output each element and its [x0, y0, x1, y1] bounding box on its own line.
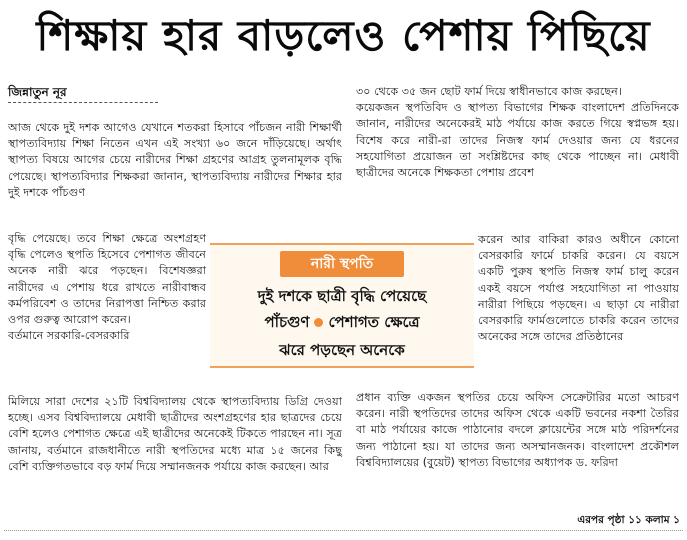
- pull-quote-fragment: পেশাগত ক্ষেত্রে: [328, 313, 420, 331]
- byline: জিন্নাতুন নূর: [8, 84, 158, 103]
- pull-quote-box: [210, 243, 474, 368]
- pull-quote-line: ঝরে পড়ছেন অনেকে: [279, 341, 405, 359]
- paragraph: বর্তমানে সরকারি-বেসরকারি: [8, 329, 130, 343]
- pull-quote-line: [214, 311, 470, 333]
- headline: শিক্ষায় হার বাড়লেও পেশায় পিছিয়ে: [36, 11, 651, 60]
- bullet-dot-icon: [314, 318, 323, 327]
- paragraph: মিলিয়ে সারা দেশের ২১টি বিশ্ববিদ্যালয় থেকে স্থাপত্যবিদ্যায় ডিগ্রি দেওয়া হচ্ছে। এসব বিশ্ববিদ্যালয়ে মেধাবী ছাত্রীদের অংশগ্রহণের হার ছাত্রদের চেয়ে বেশি হলেও পেশাগত ক্ষেত্রে এই ছাত্রীদের অনেকেই টিকতে পারছেন না। সূত্র জানায়, বর্তমানে রাজধানীতে নারী স্থপতিদের মধ্যে মাত্র ১৫ জনের কিছু বেশি ব্যক্তিগতভাবে বড় ফার্ম দিয়ে সম্মানজনক পর্যায়ে কাজ করছেন। আর: [8, 395, 342, 473]
- paragraph: ৩০ থেকে ৩৫ জন ছোট ফার্ম দিয়ে স্বাধীনভাবে কাজ করছেন।: [356, 85, 622, 98]
- article-column-right-middle: [478, 232, 679, 345]
- paragraph: বৃদ্ধি পেয়েছে। তবে শিক্ষা ক্ষেত্রে অংশগ্রহণ বৃদ্ধি পেলেও স্থপতি হিসেবে পেশাগত জীবনে অনেক নারী ঝরে পড়ছেন। বিশেষজ্ঞরা নারীদের এ পেশায় ধরে রাখতে নারীবান্ধব কর্মপরিবেশ ও তাদের নিরাপত্তা নিশ্চিত করার ওপর গুরুত্ব আরোপ করেন।: [8, 232, 206, 327]
- pull-quote-fragment: পাঁচগুণ: [264, 313, 310, 331]
- article-column-left-bottom: [8, 394, 342, 475]
- divider: [4, 530, 683, 531]
- article-column-left-middle: [8, 231, 206, 344]
- article-column-right-top: [356, 84, 679, 181]
- paragraph: করেন আর বাকিরা কারও অধীনে কোনো বেসরকারি ফার্মে চাকরি করেন। যে বয়সে একটি পুরুষ স্থপতি নিজস্ব ফার্ম চালু করেন একই বয়সে পর্যাপ্ত সহযোগিতা না পাওয়ায় নারীরা পিছিয়ে পড়ছেন। এ ছাড়া যে নারীরা বেসরকারি ফার্মগুলোতে চাকরি করেন তাদের অনেকের সঙ্গে তাদের প্রতিষ্ঠানের: [478, 233, 679, 344]
- paragraph: প্রধান ব্যক্তি একজন স্থপতির চেয়ে অফিস সেক্রেটারির মতো আচরণ করেন। নারী স্থপতিদের তাদের অফিস থেকে একটি ভবনের নকশা তৈরির বা মাঠ পর্যায়ের কাজে পাঠানোর বদলে ক্লায়েন্টের সঙ্গে মাঠ পরিদর্শনের জন্য পাঠানো হয়। যা তাদের জন্য অসম্মানজনক। বাংলাদেশ প্রকৌশল বিশ্ববিদ্যালয়ের (বুয়েট) স্থাপত্য বিভাগের অধ্যাপক ড. ফরিদা: [356, 391, 679, 469]
- article-column-left-top: [8, 120, 342, 201]
- pull-quote-label: নারী স্থপতি: [280, 251, 404, 277]
- article-column-right-bottom: [356, 390, 679, 471]
- paragraph: কয়েকজন স্থপতিবিদ ও স্থাপত্য বিভাগের শিক্ষক বাংলাদেশ প্রতিদিনকে জানান, নারীদের অনেকেরই মাঠ পর্যায়ে কাজ করতে গিয়ে স্বপ্নভঙ্গ হয়। বিশেষ করে নারী-রা তাদের নিজস্ব ফার্ম দেওয়ার জন্য যে ধরনের সহযোগিতা প্রয়োজন তা সংশ্লিষ্টদের কাছ থেকে পাচ্ছেন না। মেধাবী ছাত্রীদের অনেকে শিক্ষকতা পেশায় প্রবেশ: [356, 101, 679, 180]
- continuation-reference: এরপর পৃষ্ঠা ১১ কলাম ১: [577, 514, 680, 526]
- paragraph: আজ থেকে দুই দশক আগেও যেখানে শতকরা হিসাবে পাঁচজন নারী শিক্ষার্থী স্থাপত্যবিদ্যায় শিক্ষা নিতেন এখন এই সংখ্যা ৬০ জনে দাঁড়িয়েছে। অর্থাৎ স্থাপত্য বিষয়ে আগের চেয়ে নারীদের শিক্ষা গ্রহণের আগ্রহ তুলনামূলক বৃদ্ধি পেয়েছে। স্থাপত্যবিদ্যার শিক্ষকরা জানান, স্থাপত্যবিদ্যায় নারীদের শিক্ষার হার দুই দশকে পাঁচগুণ: [8, 121, 342, 199]
- pull-quote-line: দুই দশকে ছাত্রী বৃদ্ধি পেয়েছে: [257, 287, 427, 305]
